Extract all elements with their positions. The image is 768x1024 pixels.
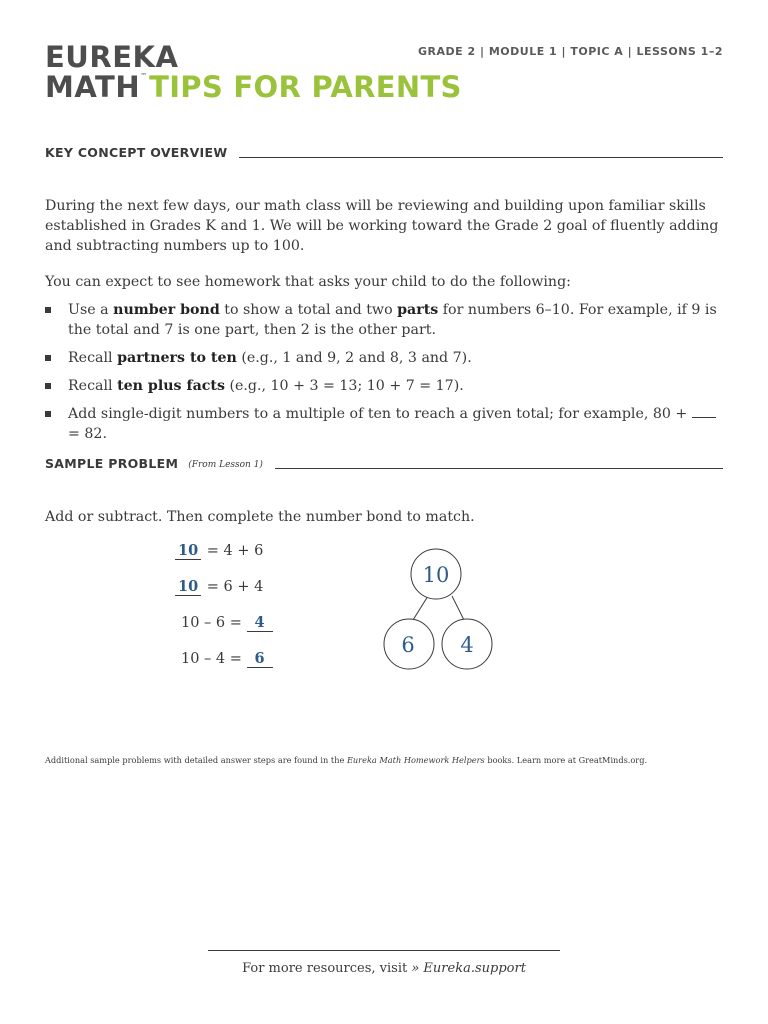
bond-connector xyxy=(413,596,428,620)
equation-1 xyxy=(175,541,263,561)
equation-expression: = 4 + 6 xyxy=(202,543,264,559)
brand-eureka: EUREKA xyxy=(45,40,179,74)
bullet-text: (e.g., 1 and 9, 2 and 8, 3 and 7). xyxy=(236,350,472,366)
list-item xyxy=(45,348,725,368)
bullet-text: for numbers 6–10. For example, if 9 is the total and 7 is one part, then 2 is the other part. xyxy=(68,302,717,338)
answer: 10 xyxy=(175,543,201,560)
term-ten-plus-facts: ten plus facts xyxy=(117,378,225,394)
bullet-marker xyxy=(45,355,51,361)
key-concept-heading xyxy=(45,144,723,160)
bullet-marker xyxy=(45,307,51,313)
list-item xyxy=(45,300,725,340)
footnote-text: books. Learn more at GreatMinds.org. xyxy=(484,755,648,765)
footnote-text: Additional sample problems with detailed answer steps are found in the xyxy=(45,755,347,765)
trademark-symbol: ™ xyxy=(140,72,148,80)
grade-module-info: GRADE 2 | MODULE 1 | TOPIC A | LESSONS 1–2 xyxy=(418,45,723,58)
footer-divider xyxy=(208,950,560,951)
blank-line xyxy=(692,405,716,418)
section-divider xyxy=(275,468,723,469)
sample-source: (From Lesson 1) xyxy=(188,460,263,470)
bond-total: 10 xyxy=(422,563,450,587)
term-parts: parts xyxy=(397,302,439,318)
equation-expression: = 6 + 4 xyxy=(202,579,264,595)
overview-paragraph: During the next few days, our math class will be reviewing and building upon familiar skills established in Grades K and 1. We will be working toward the Grade 2 goal of fluently adding and subtracting numbers up to 100. xyxy=(45,198,719,254)
brand-math: MATH xyxy=(45,70,141,104)
bullet-text: Recall xyxy=(68,350,118,366)
number-bond-diagram xyxy=(380,542,500,674)
bullet-marker xyxy=(45,383,51,389)
equation-4 xyxy=(181,649,273,669)
bond-connector xyxy=(452,596,464,620)
bullet-text: to show a total and two xyxy=(219,302,398,318)
sample-problem-label: SAMPLE PROBLEM xyxy=(45,456,179,471)
term-number-bond: number bond xyxy=(113,302,220,318)
key-concept-label: KEY CONCEPT OVERVIEW xyxy=(45,145,228,160)
footer-text: For more resources, visit xyxy=(242,961,412,976)
sample-problem-heading xyxy=(45,455,723,471)
bullet-text: = 82. xyxy=(68,426,107,442)
equation-3 xyxy=(181,613,273,633)
answer: 4 xyxy=(247,615,273,632)
page-title: TIPS FOR PARENTS xyxy=(149,70,462,104)
footer xyxy=(0,961,768,976)
skills-list xyxy=(45,300,725,452)
bond-part-2: 4 xyxy=(460,633,474,657)
equation-2 xyxy=(175,577,263,597)
homework-intro: You can expect to see homework that asks your child to do the following: xyxy=(45,274,571,290)
footnote xyxy=(45,755,647,765)
resources-link[interactable]: » Eureka.support xyxy=(411,961,526,976)
answer: 10 xyxy=(175,579,201,596)
equation-expression: 10 – 6 = xyxy=(181,615,247,631)
bullet-text: Recall xyxy=(68,378,118,394)
bullet-marker xyxy=(45,411,51,417)
list-item xyxy=(45,404,725,444)
equation-expression: 10 – 4 = xyxy=(181,651,247,667)
bond-part-1: 6 xyxy=(401,633,415,657)
sample-instruction: Add or subtract. Then complete the number bond to match. xyxy=(45,509,475,525)
brand-row2 xyxy=(45,72,462,102)
bullet-text: Use a xyxy=(68,302,114,318)
section-divider xyxy=(239,157,723,158)
bullet-text: Add single-digit numbers to a multiple of ten to reach a given total; for example, 80 + xyxy=(68,406,692,422)
brand-logo xyxy=(45,42,462,102)
answer: 6 xyxy=(247,651,273,668)
book-title: Eureka Math Homework Helpers xyxy=(346,755,485,765)
bullet-text: (e.g., 10 + 3 = 13; 10 + 7 = 17). xyxy=(224,378,464,394)
list-item xyxy=(45,376,725,396)
term-partners-to-ten: partners to ten xyxy=(117,350,237,366)
